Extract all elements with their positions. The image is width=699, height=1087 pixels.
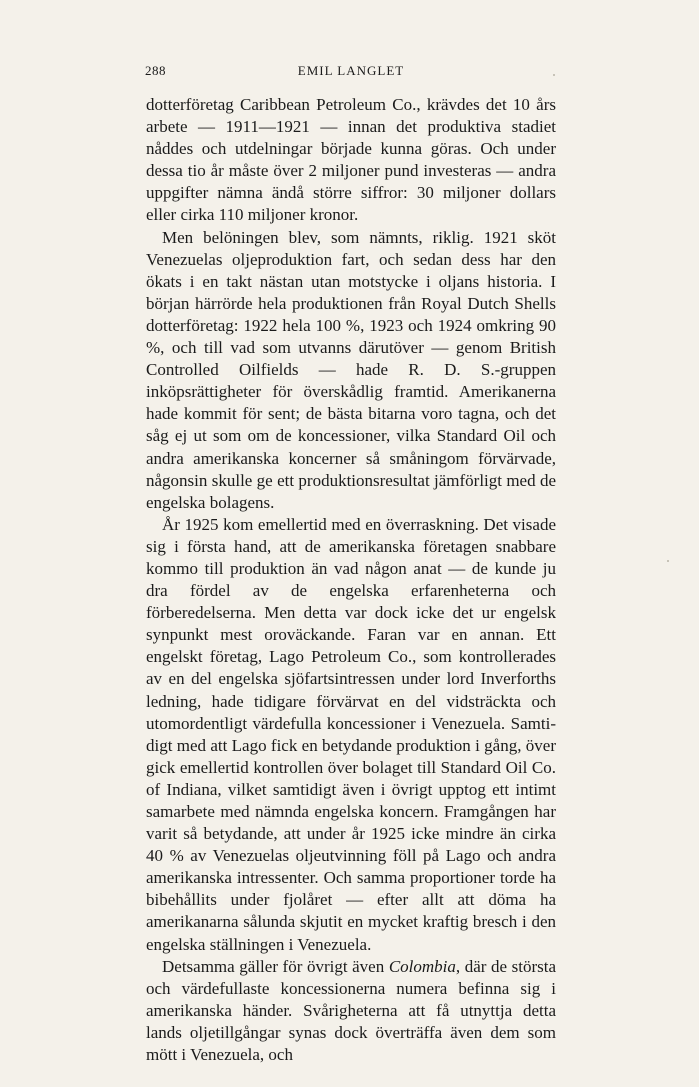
paragraph-text: Men belöningen blev, som nämnts, riklig. 1921 sköt Venezuelas oljeproduktion fart, och sedan dess har den ökats i en takt nästan utan motstycke i oljans historia. I början härrörde hela produktionen från Royal Dutch Shells dotterföretag: 1922 hela 100 %, 1923 och 1924 omkring 90 %, och till vad som utvanns därutöver — genom British Controlled Oilfields — hade R. D. S.-gruppen inköpsrättigheter för överskådlig framtid. Amerikanerna hade kommit för sent; de bästa bitarna voro tagna, och det såg ej ut som om de koncessioner, vilka Standard Oil och andra amerikanska koncerner så småningom förvärvade, någonsin skulle ge ett produktionsresultat jämförligt med de engelska bolagens. (146, 227, 556, 512)
running-head: EMIL LANGLET (297, 63, 405, 78)
paragraph-text: År 1925 kom emellertid med en överraskning. Det visade sig i första hand, att de amerikanska företagen snabbare kommo till produktion än vad någon anat — de kunde ju dra fördel av de engelska erfarenheterna och förberedelserna. Men detta var dock icke det ur engelsk synpunkt mest oroväckande. Faran var en annan. Ett engelskt företag, Lago Petroleum Co., som kontrollerades av en del engelska sjöfartsintressen under lord Inverforths ledning, hade tidigare förvärvat en del vidsträckta och utomordentligt värdefulla koncessioner i Venezuela. Samtidigt med att Lago fick en betydande produktion i gång, över gick emellertid kontrollen över bolaget till Standard Oil Co. of Indiana, vilket samtidigt även i övrigt upptog ett intimt samarbete med nämnda engelska koncern. Framgången har varit så betydande, att under år 1925 icke mindre än cirka 40 % av Venezuelas oljeutvinning föll på Lago och andra amerikanska intressenter. Och samma proportioner torde ha bibehållits under fjolåret — efter allt att döma ha amerikanarna sålunda skjutit en mycket kraftig bresch i den engelska ställningen i Venezuela. (146, 514, 556, 954)
paragraph (146, 94, 556, 227)
page-header (145, 63, 557, 83)
paper-speck (553, 74, 555, 76)
body-text (146, 94, 556, 1066)
italic-text: Colombia (388, 956, 456, 976)
page-number: 288 (145, 63, 166, 78)
paragraph (146, 514, 556, 956)
paragraph-text: , där de största och värdefullaste koncessionerna numera befinna sig i amerikanska händer. Svårigheterna att få utnyttja detta lands oljetillgångar synas dock överträffa även dem som mött i Venezuela, och (146, 956, 556, 1065)
paper-speck (667, 560, 669, 562)
paragraph (146, 227, 556, 514)
paragraph-text: Detsamma gäller för övrigt även (162, 956, 389, 976)
paragraph-text: dotterföretag Caribbean Petroleum Co., krävdes det 10 års arbete — 1911—1921 — innan det produktiva stadiet nåddes och utdelningar började kunna göras. Och under dessa tio år måste över 2 miljoner pund investeras — andra uppgifter nämna ändå större siffror: 30 miljoner dollars eller cirka 110 miljoner kronor. (146, 95, 556, 225)
paragraph (146, 956, 556, 1066)
